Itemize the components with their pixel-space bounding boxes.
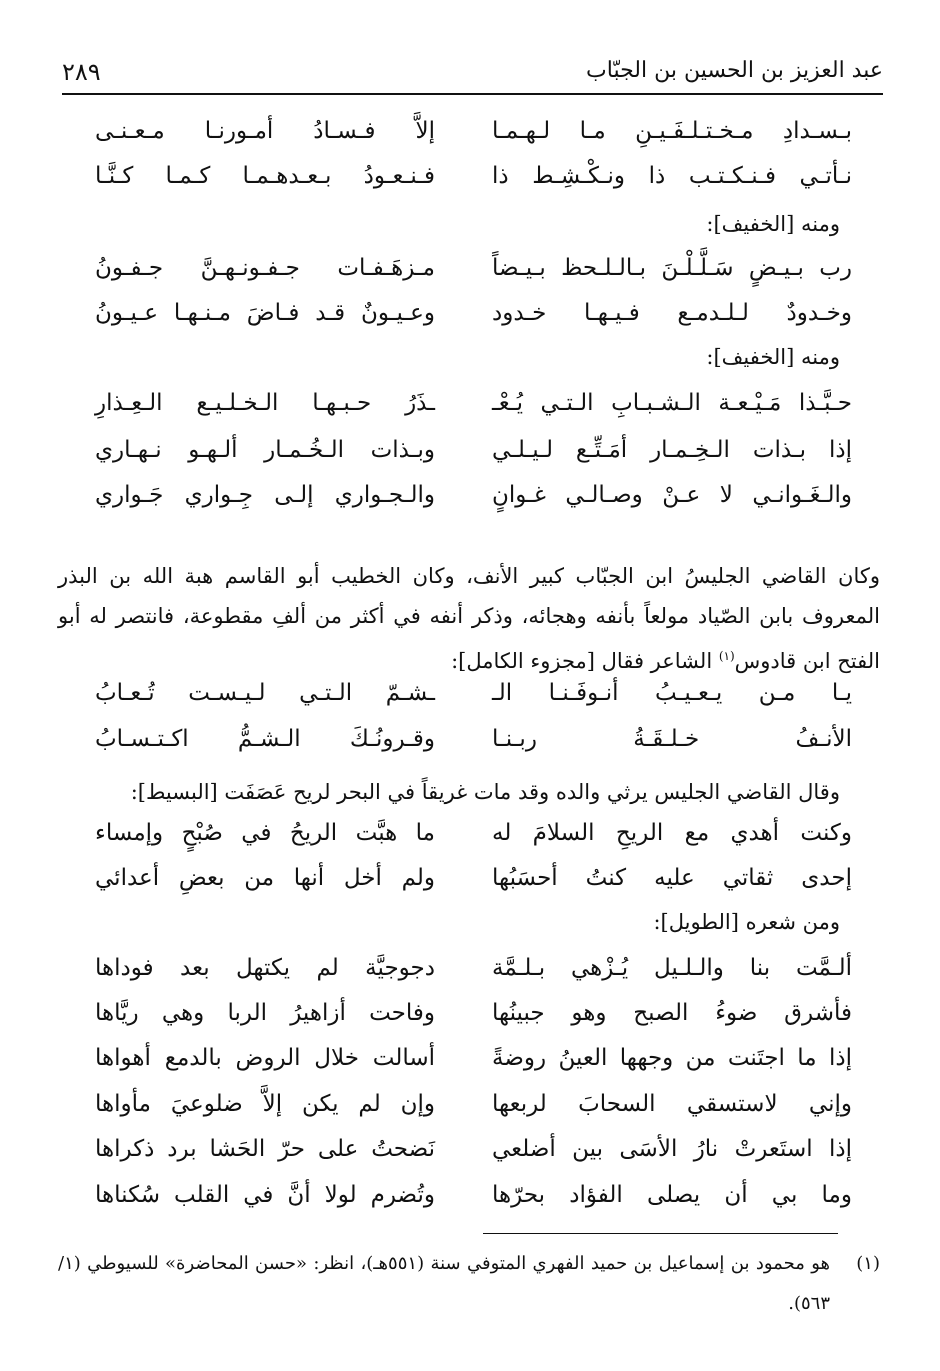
verse-second-hemistich: مـزهَـفـات جـفـونـهـنَّ جـفـونُ	[95, 255, 435, 281]
prose-paragraph	[58, 556, 880, 681]
footnote-number: (١)	[856, 1253, 880, 1274]
verse-first-hemistich: ألـمَّت بنا والـلـيل يُـزْهي بـلـمَّة	[492, 955, 852, 981]
paragraph-text: وقال القاضي الجليس يرثي والده وقد مات غريقاً في البحر لريح عَصَفَت [البسيط]:	[130, 780, 840, 804]
verse-line	[95, 820, 852, 860]
verse-line	[95, 255, 852, 295]
verse-first-hemistich: والـغَـوانـي لا عـنْ وصـالـي غـوانٍ	[492, 482, 852, 508]
verse-first-hemistich: إذا ما اجتَنت من وجهها العينُ روضةً	[492, 1045, 852, 1071]
running-header	[62, 58, 883, 90]
verse-first-hemistich: رب بـيـضٍ سَـلَّـلْـنَ بـالـلـحظ بـيـضاً	[492, 255, 852, 281]
header-rule	[62, 93, 883, 95]
verse-first-hemistich: إذا استَعرتْ نارُ الأسَى بين أضلعي	[492, 1136, 852, 1162]
footnote	[58, 1244, 880, 1324]
verse-second-hemistich: وإن لم يكن إلاَّ ضلوعيَ مأواها	[95, 1091, 435, 1117]
verse-second-hemistich: ولم أخل أنها من بعضِ أعدائي	[95, 865, 435, 891]
meter-intro: ومنه [الخفيف]:	[706, 345, 840, 369]
verse-first-hemistich: الأنـفُ خـلـقَـةُ ربـنـا	[492, 726, 852, 752]
page-number: ٢٨٩	[62, 58, 101, 86]
verse-second-hemistich: ـذَرُ حـبـهـا الـخـلـيـع الـعِـذارِ	[95, 390, 435, 416]
verse-first-hemistich: وما بي أن يصلى الفؤاد بحرّها	[492, 1182, 852, 1208]
running-title: عبد العزيز بن الحسين بن الجبّاب	[586, 58, 883, 83]
verse-second-hemistich: وقـرونُـكَ الـشـمُّ اكـتـسـابُ	[95, 726, 435, 752]
verse-first-hemistich: حـبَّـذا مَـيْـعـة الـشـبـابِ الـتـي يُـعْـ	[492, 390, 852, 416]
paragraph-text	[58, 556, 880, 681]
verse-line	[95, 118, 852, 158]
verse-first-hemistich: إحدى ثقاتي عليه كنتُ أحسَبُها	[492, 865, 852, 891]
verse-first-hemistich: بـسـدادِ مـخـتـلـفَـيـنِ مـا لـهـمـا	[492, 118, 852, 144]
verse-first-hemistich: وخـدودٌ لـلـدمـع فـيـهـا خـدود	[492, 300, 852, 326]
verse-second-hemistich: وتُضرم لولا أنَّ في القلب سُكناها	[95, 1182, 435, 1208]
verse-line	[95, 437, 852, 477]
verse-line	[95, 300, 852, 340]
verse-second-hemistich: وبـذات الـخُـمـار ألـهـو نـهـاري	[95, 437, 435, 463]
verse-first-hemistich: فأشرق ضوءُ الصبح وهو جبينُها	[492, 1000, 852, 1026]
verse-second-hemistich: ما هبَّت الريحُ في صُبْحٍ وإمساء	[95, 820, 435, 846]
verse-line	[95, 680, 852, 720]
verse-second-hemistich: وفاحت أزاهيرُ الربا وهي ريَّاها	[95, 1000, 435, 1026]
verse-line	[95, 1091, 852, 1131]
verse-line	[95, 163, 852, 203]
verse-second-hemistich: والـجـواري إلـى جِـواري جَـواري	[95, 482, 435, 508]
verse-second-hemistich: ـشـمّ الـتـي لـيـسـت تُـعـابُ	[95, 680, 435, 706]
verse-first-hemistich: وكنت أهدي مع الريحِ السلامَ له	[492, 820, 852, 846]
prose-paragraph	[58, 772, 840, 812]
paragraph-text-tail: الشاعر فقال [مجزوء الكامل]:	[451, 649, 719, 673]
footnote-reference: (١)	[718, 649, 735, 663]
verse-first-hemistich: وإني لاستسقي السحابَ لربعها	[492, 1091, 852, 1117]
verse-second-hemistich: إلاَّ فـسـادُ أمـورنـا مـعـنـى	[95, 118, 435, 144]
verse-second-hemistich: دجوجيَّة لم يكتهل بعد فوداها	[95, 955, 435, 981]
verse-second-hemistich: نَضحتُ على حرّ الحَشا برد ذكراها	[95, 1136, 435, 1162]
verse-first-hemistich: يـا مـن يـعـيـبُ أنـوفَـنـا الـ	[492, 680, 852, 706]
verse-line	[95, 1045, 852, 1085]
verse-line	[95, 865, 852, 905]
verse-second-hemistich: أسالت خلال الروض بالدمع أهواها	[95, 1045, 435, 1071]
verse-line	[95, 726, 852, 766]
verse-second-hemistich: وعـيـونٌ قـد فـاضَ مـنـهـا عـيـونُ	[95, 300, 435, 326]
verse-second-hemistich: فـنـعـودُ بـعـدهـمـا كـمـا كـنَّـا	[95, 163, 435, 189]
footnote-text: هو محمود بن إسماعيل بن حميد الفهري المتوفي سنة (٥٥١هـ)، انظر: «حسن المحاضرة» للسيوطي (١/ ٥٦٣).	[58, 1253, 830, 1314]
verse-first-hemistich: نـأتـي فـنـكـتـب ذا ونـكْـشِـط ذا	[492, 163, 852, 189]
verse-line	[95, 1000, 852, 1040]
verse-line	[95, 1136, 852, 1176]
verse-line	[95, 1182, 852, 1222]
footnote-rule	[483, 1233, 838, 1234]
verse-line	[95, 390, 852, 430]
verse-first-hemistich: إذا بـذات الـخِـمـار أمَـتِّـع لـيـلـي	[492, 437, 852, 463]
verse-line	[95, 482, 852, 522]
meter-intro: ومن شعره [الطويل]:	[653, 910, 840, 934]
meter-intro: ومنه [الخفيف]:	[706, 212, 840, 236]
paragraph-text-main: وكان القاضي الجليسُ ابن الجبّاب كبير الأنف، وكان الخطيب أبو القاسم هبة الله بن البذر المعروف بابن الصّياد مولعاً بأنفه وهجائه، وذكر أنفه في أكثر من ألفِ مقطوعة، فانتصر له أبو الفتح ابن قادوس	[58, 564, 880, 673]
verse-line	[95, 955, 852, 995]
